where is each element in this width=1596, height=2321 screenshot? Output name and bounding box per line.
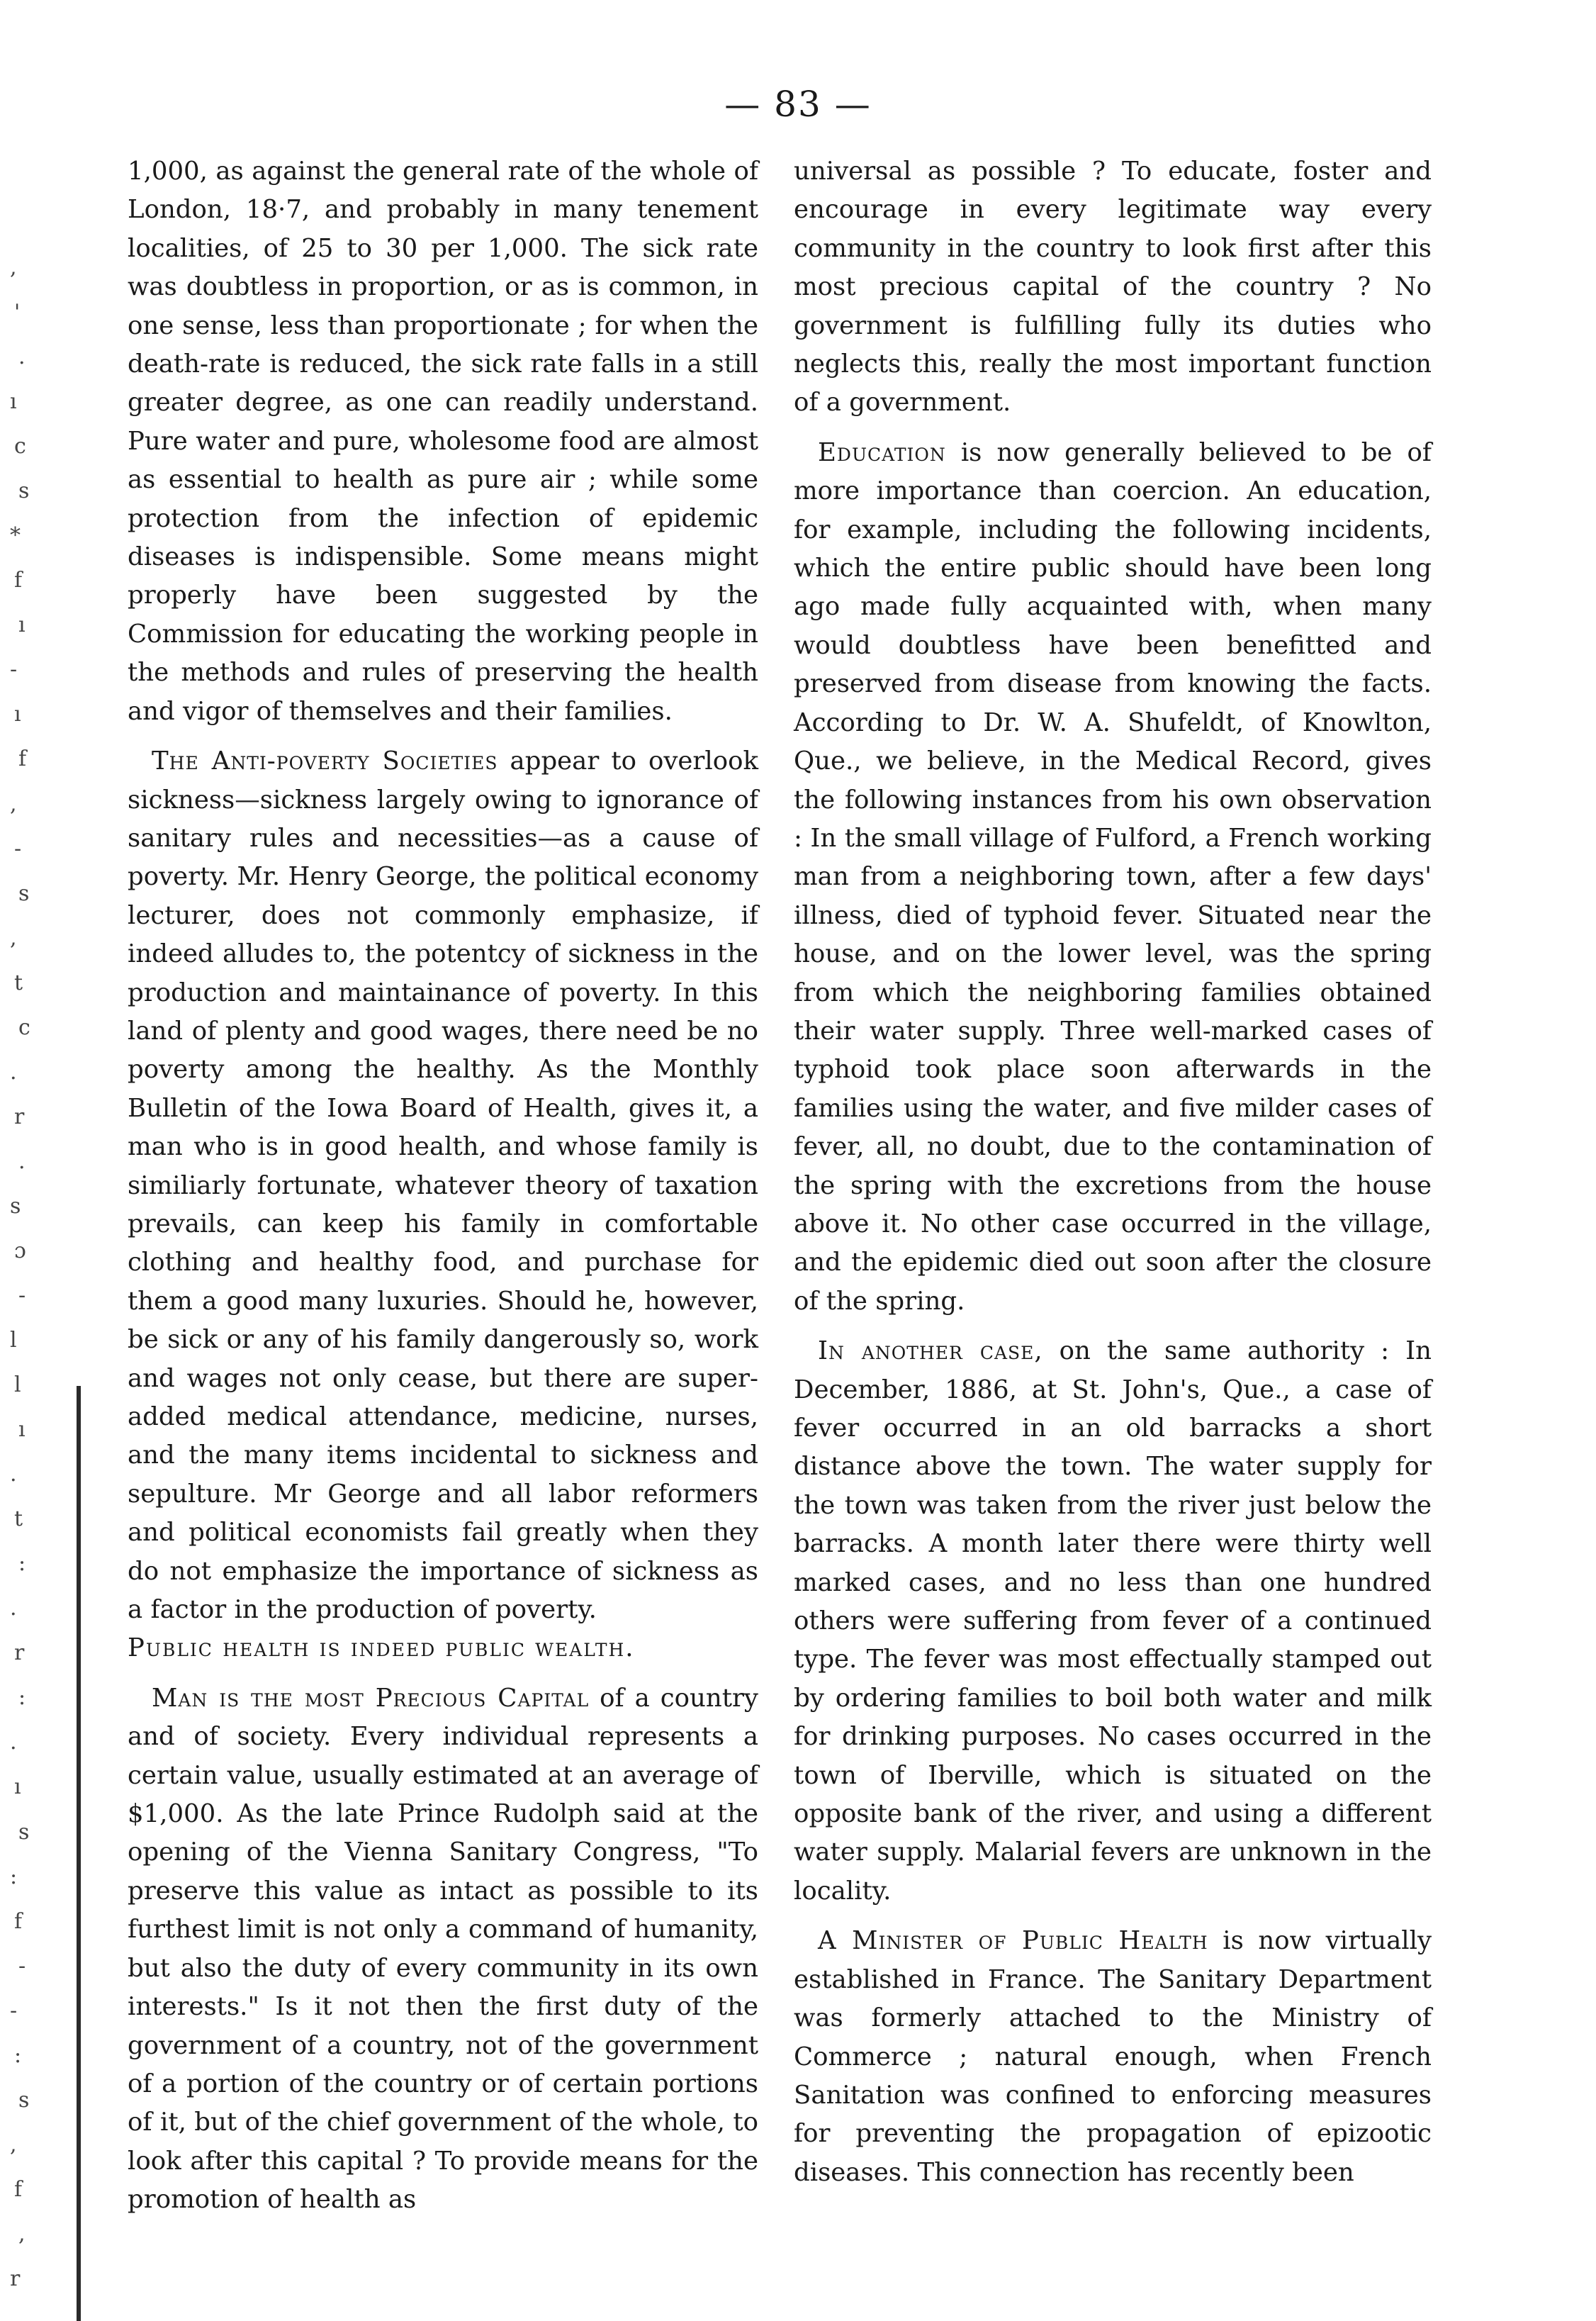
- margin-mark: f: [14, 1908, 23, 1934]
- right-paragraph-1: universal as possible ? To educate, foster and encourage in every legitimate way every community in the country to look first after this most precious capital of the country ? No government is fulfilling fully its duties who neglects this, really the most important function of a government.: [794, 157, 1432, 418]
- margin-mark: f: [14, 568, 23, 593]
- margin-mark: l: [10, 1328, 17, 1353]
- margin-mark: .: [18, 345, 26, 370]
- margin-mark: ı: [10, 389, 17, 415]
- margin-mark: r: [10, 2266, 21, 2291]
- margin-mark: .: [18, 1148, 26, 1174]
- margin-mark: r: [14, 1104, 25, 1129]
- left-paragraph-3: [128, 1679, 758, 2220]
- margin-mark: :: [18, 1551, 26, 1577]
- margin-mark: ,: [10, 791, 17, 817]
- margin-mark: .: [10, 1596, 17, 1621]
- precious-capital-heading: Man is the most Precious Capital: [152, 1683, 590, 1713]
- margin-mark: r: [14, 1640, 25, 1666]
- margin-mark: -: [18, 1953, 26, 1979]
- right-paragraph-2: [794, 434, 1432, 1321]
- margin-mark: .: [10, 1730, 17, 1755]
- margin-mark: s: [10, 1193, 21, 1219]
- margin-mark: s: [18, 1819, 30, 1845]
- margin-mark: c: [18, 1014, 30, 1040]
- another-case-heading: In another case,: [818, 1336, 1043, 1366]
- margin-mark: -: [10, 1998, 18, 2023]
- margin-mark: f: [14, 2176, 23, 2202]
- anti-poverty-heading: The Anti-poverty Societies: [152, 746, 498, 776]
- binding-edge-line: [77, 1386, 81, 2321]
- right-paragraph-4: [794, 1922, 1432, 2192]
- margin-mark: -: [14, 836, 22, 861]
- left-column: [128, 152, 758, 2231]
- another-case-body: on the same authority : In December, 1886, at St. John's, Que., a case of fever occurred in an old barracks a short distance above the town. The water supply for the town was taken from the river just below the barracks. A month later there were thirty well marked cases, and no less than one hundred others were suffering from fever of a continued type. The fever was most effectually stamped out by ordering families to boil both water and milk for drinking purposes. No cases occurred in the town of Iberville, which is situated on the opposite bank of the river, and using a different water supply. Malarial fevers are unknown in the locality.: [794, 1336, 1432, 1906]
- margin-mark: -: [10, 657, 18, 683]
- margin-mark: t: [14, 1506, 23, 1532]
- margin-mark: t: [14, 970, 23, 995]
- margin-mark: -: [18, 1283, 26, 1308]
- left-margin-bleed-through: [0, 255, 67, 2321]
- margin-mark: c: [14, 434, 26, 459]
- margin-mark: l: [14, 1372, 21, 1398]
- margin-mark: ı: [14, 702, 21, 727]
- margin-mark: *: [10, 523, 21, 549]
- right-paragraph-3: [794, 1332, 1432, 1911]
- margin-mark: ,: [10, 255, 17, 280]
- margin-mark: ,: [18, 2221, 26, 2247]
- page-number: — 83 —: [724, 84, 872, 125]
- left-paragraph-1: 1,000, as against the general rate of the whole of London, 18·7, and probably in many tenement localities, of 25 to 30 per 1,000. The sick rate was doubtless in proportion, or as is common, in one sense, less than proportionate ; for when the death-rate is reduced, the sick rate falls in a still greater degree, as one can readily understand. Pure water and pure, wholesome food are almost as essential to health as pure air ; while some protection from the infection of epidemic diseases is indispensible. Some means might properly have been suggested by the Commission for educating the working people in the methods and rules of preserving the health and vigor of themselves and their families.: [128, 157, 758, 726]
- precious-capital-body: of a country and of society. Every individual represents a certain value, usually estimated at an average of $1,000. As the late Prince Rudolph said at the opening of the Vienna Sanitary Congress, "To preserve this value as intact as possible to its furthest limit is not only a command of humanity, but also the duty of every community in its own interests." Is it not then the first duty of the government of a country, not of the government of a portion of the country or of certain portions of it, but of the chief government of the whole, to look after this capital ? To provide means for the promotion of health as: [128, 1683, 758, 2215]
- anti-poverty-body: appear to overlook sickness—sickness largely owing to ignorance of sanitary rules and necessities—as a cause of poverty. Mr. Henry George, the political economy lecturer, does not commonly emphasize, if indeed alludes to, the potentcy of sickness in the production and maintainance of poverty. In this land of plenty and good wages, there need be no poverty among the healthy. As the Monthly Bulletin of the Iowa Board of Health, gives it, a man who is in good health, and whose family is similiarly fortunate, whatever theory of taxation prevails, can keep his family in comfortable clothing and healthy food, and purchase for them a good many luxuries. Should he, however, be sick or any of his family dangerously so, work and wages not only cease, but there are super-added medical attendance, medicine, nurses, and the many items incidental to sickness and sepulture. Mr George and all labor reformers and political economists fail greatly when they do not emphasize the importance of sickness as a factor in the production of poverty.: [128, 746, 758, 1625]
- minister-body: is now virtually established in France. The Sanitary Department was formerly attached to the Ministry of Commerce ; natural enough, when French Sanitation was confined to enforcing measures for preventing the propagation of epizootic diseases. This connection has recently been: [794, 1926, 1432, 2187]
- margin-mark: s: [18, 479, 30, 504]
- margin-mark: .: [10, 1462, 17, 1487]
- margin-mark: .: [10, 1059, 17, 1085]
- left-paragraph-2: [128, 742, 758, 1668]
- public-health-motto: Public health is indeed public wealth.: [128, 1633, 635, 1663]
- margin-mark: ɔ: [14, 1238, 26, 1263]
- education-body: is now generally believed to be of more importance than coercion. An education, for example, including the following incidents, which the entire public should have been long ago made fully acquainted with, when many would doubtless have been benefitted and preserved from disease from knowing the facts. According to Dr. W. A. Shufeldt, of Knowlton, Que., we believe, in the Medical Record, gives the following instances from his own observation : In the small village of Fulford, a French working man from a neighboring town, after a few days' illness, died of typhoid fever. Situated near the house, and on the lower level, was the spring from which the neighboring families obtained their water supply. Three well-marked cases of typhoid took place soon afterwards in the families using the water, and five milder cases of fever, all, no doubt, due to the contamination of the spring with the excretions from the house above it. No other case occurred in the village, and the epidemic died out soon after the closure of the spring.: [794, 437, 1432, 1316]
- margin-mark: s: [18, 880, 30, 906]
- right-column: [794, 152, 1432, 2203]
- margin-mark: f: [18, 746, 27, 772]
- margin-mark: ,: [10, 925, 17, 951]
- margin-mark: ı: [14, 1774, 21, 1800]
- margin-mark: ': [14, 300, 21, 325]
- minister-heading: A Minister of Public Health: [818, 1926, 1208, 1956]
- margin-mark: ,: [10, 2132, 17, 2157]
- margin-mark: :: [18, 1685, 26, 1711]
- margin-mark: ı: [18, 1417, 26, 1443]
- education-heading: Education: [818, 437, 946, 467]
- margin-mark: :: [14, 2042, 22, 2068]
- margin-mark: ı: [18, 613, 26, 638]
- margin-mark: s: [18, 2087, 30, 2113]
- margin-mark: :: [10, 1864, 18, 1889]
